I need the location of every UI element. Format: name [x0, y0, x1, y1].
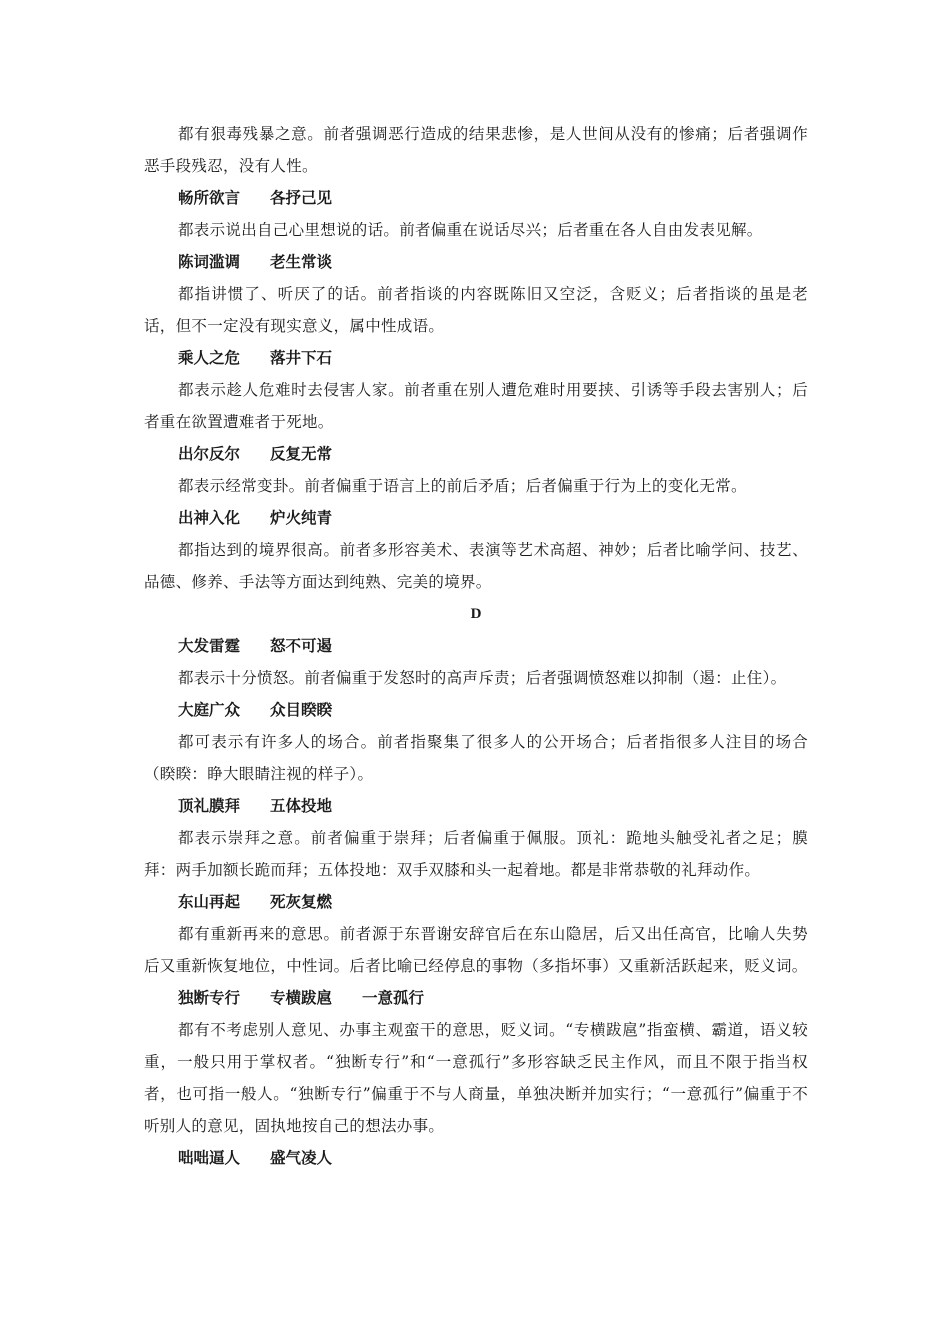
idiom-term: 顶礼膜拜 — [178, 797, 241, 815]
idiom-term: 出尔反尔 — [178, 445, 241, 463]
idiom-term: 大发雷霆 — [178, 637, 241, 655]
paragraph: 都指达到的境界很高。前者多形容美术、表演等艺术高超、神妙；后者比喻学问、技艺、品德、修养、手法等方面达到纯熟、完美的境界。 — [144, 541, 808, 591]
idiom-heading — [144, 182, 808, 214]
paragraph: 都有狠毒残暴之意。前者强调恶行造成的结果悲惨，是人世间从没有的惨痛；后者强调作恶手段残忍，没有人性。 — [144, 125, 808, 175]
idiom-term: 死灰复燃 — [270, 893, 333, 911]
idiom-term: 咄咄逼人 — [178, 1149, 241, 1167]
idiom-heading — [144, 982, 808, 1014]
idiom-heading — [144, 630, 808, 662]
idiom-term: 落井下石 — [270, 349, 333, 367]
paragraph: 都表示经常变卦。前者偏重于语言上的前后矛盾；后者偏重于行为上的变化无常。 — [178, 477, 747, 495]
idiom-term: 一意孤行 — [362, 989, 425, 1007]
idiom-heading — [144, 342, 808, 374]
idiom-term: 各抒己见 — [270, 189, 333, 207]
section-letter: D — [470, 606, 482, 622]
idiom-heading — [144, 438, 808, 470]
idiom-term: 老生常谈 — [270, 253, 333, 271]
idiom-term: 独断专行 — [178, 989, 241, 1007]
paragraph: 都有重新再来的意思。前者源于东晋谢安辞官后在东山隐居，后又出任高官，比喻人失势后又重新恢复地位，中性词。后者比喻已经停息的事物（多指坏事）又重新活跃起来，贬义词。 — [144, 925, 808, 975]
idiom-term: 出神入化 — [178, 509, 241, 527]
paragraph: 都表示说出自己心里想说的话。前者偏重在说话尽兴；后者重在各人自由发表见解。 — [178, 221, 763, 239]
idiom-term: 大庭广众 — [178, 701, 241, 719]
idiom-term: 盛气凌人 — [270, 1149, 333, 1167]
idiom-heading — [144, 790, 808, 822]
idiom-term: 陈词滥调 — [178, 253, 241, 271]
idiom-heading — [144, 502, 808, 534]
idiom-heading — [144, 886, 808, 918]
idiom-term: 五体投地 — [270, 797, 333, 815]
idiom-term: 炉火纯青 — [270, 509, 333, 527]
paragraph: 都表示崇拜之意。前者偏重于崇拜；后者偏重于佩服。顶礼：跪地头触受礼者之足；膜拜：两手加额长跪而拜；五体投地：双手双膝和头一起着地。都是非常恭敬的礼拜动作。 — [144, 829, 808, 879]
idiom-heading — [144, 1142, 808, 1174]
idiom-term: 怒不可遏 — [270, 637, 333, 655]
idiom-term: 畅所欲言 — [178, 189, 241, 207]
paragraph: 都有不考虑别人意见、办事主观蛮干的意思，贬义词。“专横跋扈”指蛮横、霸道，语义较重，一般只用于掌权者。“独断专行”和“一意孤行”多形容缺乏民主作风，而且不限于指当权者，也可指一般人。“独断专行”偏重于不与人商量，单独决断并加实行；“一意孤行”偏重于不听别人的意见，固执地按自己的想法办事。 — [144, 1021, 808, 1135]
paragraph: 都指讲惯了、听厌了的话。前者指谈的内容既陈旧又空泛，含贬义；后者指谈的虽是老话，但不一定没有现实意义，属中性成语。 — [144, 285, 808, 335]
idiom-term: 东山再起 — [178, 893, 241, 911]
paragraph: 都可表示有许多人的场合。前者指聚集了很多人的公开场合；后者指很多人注目的场合（睽睽：睁大眼睛注视的样子）。 — [144, 733, 808, 783]
idiom-term: 反复无常 — [270, 445, 333, 463]
idiom-heading — [144, 246, 808, 278]
document-body — [144, 118, 808, 1174]
idiom-term: 众目睽睽 — [270, 701, 333, 719]
idiom-term: 乘人之危 — [178, 349, 241, 367]
paragraph: 都表示十分愤怒。前者偏重于发怒时的高声斥责；后者强调愤怒难以抑制（遏：止住）。 — [178, 669, 787, 687]
idiom-term: 专横跋扈 — [270, 989, 333, 1007]
idiom-heading — [144, 694, 808, 726]
paragraph: 都表示趁人危难时去侵害人家。前者重在别人遭危难时用要挟、引诱等手段去害别人；后者重在欲置遭难者于死地。 — [144, 381, 808, 431]
